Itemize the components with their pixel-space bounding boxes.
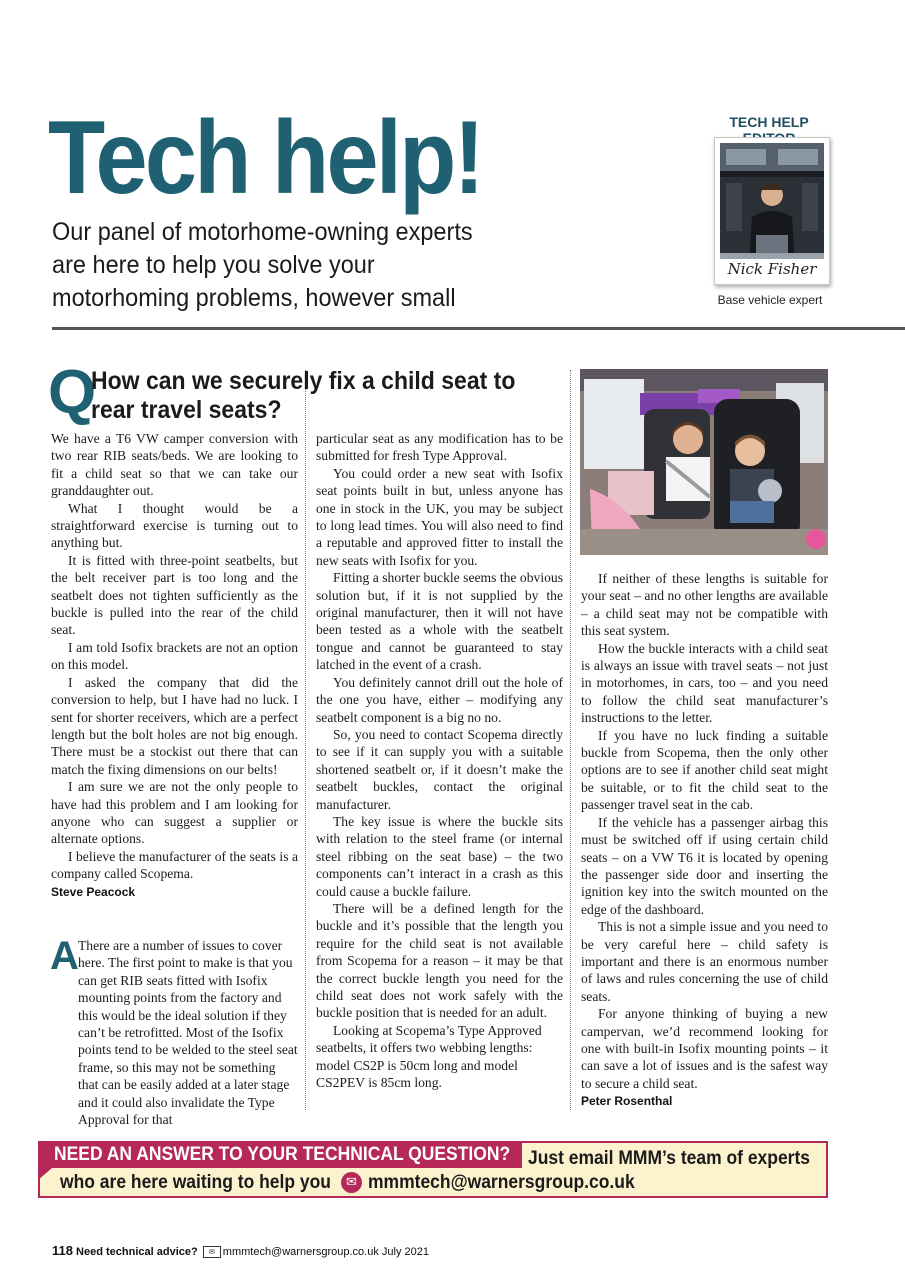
answer-paragraph: If you have no luck finding a suitable buckle from Scopema, then the only other options are to see if another child seat might be suitable, or to fit the child seat to the passenger travel seat in the cab. <box>581 727 828 813</box>
question-paragraph: What I thought would be a straightforward exercise is turning out to anything but. <box>51 500 298 551</box>
article-column-1 <box>51 430 298 901</box>
banner-line1-rest: Just email MMM’s team of experts <box>528 1148 811 1169</box>
question-drop-letter: Q <box>48 358 97 427</box>
answer-author: Peter Rosenthal <box>581 1094 673 1109</box>
question-paragraph: I am sure we are not the only people to have had this problem and I am looking for anyone who can suggest a supplier or alternate options. <box>51 779 298 847</box>
answer-paragraph: Fitting a shorter buckle seems the obvious solution but, if it is not supplied by the original manufacturer, then it will not have been tested as a whole with the seatbelt tongue and cannot be guaranteed to stay latched in the event of a crash. <box>316 570 563 673</box>
banner-line2: who are here waiting to help you <box>60 1172 331 1193</box>
question-paragraph: I am told Isofix brackets are not an option on this model. <box>51 639 298 673</box>
answer-column-1 <box>50 934 298 1128</box>
footer-date: July 2021 <box>381 1246 429 1258</box>
page-footer <box>52 1243 429 1260</box>
question-paragraph: I believe the manufacturer of the seats is a company called Scopema. <box>51 848 298 882</box>
question-paragraph: It is fitted with three-point seatbelts, but the belt receiver part is too long and the seatbelt does not tighten sufficiently as the buckle is pulled into the rear of the child seat. <box>51 552 298 638</box>
editor-portrait-image <box>720 143 824 259</box>
article-column-2 <box>316 430 563 1091</box>
editor-label: TECH HELP <box>729 114 809 130</box>
editor-role: Base vehicle expert <box>717 293 823 307</box>
footer-email-link[interactable]: mmmtech@warnersgroup.co.uk <box>222 1246 379 1258</box>
article-photo <box>580 369 828 555</box>
answer-paragraph: This is not a simple issue and you need to be very careful here – child safety is important and there is an enormous number of laws and rules concerning the use of child seats. <box>581 919 828 1004</box>
header-divider <box>52 327 905 330</box>
answer-paragraph: If neither of these lengths is suitable for your seat – and no other lengths are available – a child seat may not be compatible with this seat system. <box>581 571 828 639</box>
question-paragraph: We have a T6 VW camper conversion with two rear RIB seats/beds. We are looking to fit a child seat so that we can take our granddaughter out. <box>51 431 298 499</box>
page-subtitle: Our panel of motorhome-owning experts are here to help you solve your motorhoming problems, however small <box>52 218 473 312</box>
answer-paragraph: There will be a defined length for the buckle and it’s possible that the length you require for the child seat is not available from Scopema for a reason – it may be that the correct buckle length you need for the child seat does not work safely with the buckle position that is needed for an adult. <box>316 900 563 1021</box>
page-number: 118 <box>52 1243 73 1258</box>
footer-label: Need technical advice? <box>76 1246 198 1258</box>
page-title: Tech help! <box>48 100 483 216</box>
answer-paragraph: The key issue is where the buckle sits with relation to the steel frame (or internal steel ribbing on the seat base) – the two components can’t interact in a crash as this could cause a buckle failure. <box>316 813 563 899</box>
editor-photo <box>714 137 830 285</box>
editor-signature: Nick Fisher <box>727 260 817 278</box>
banner-highlight-text: NEED AN ANSWER TO YOUR TECHNICAL QUESTION? <box>54 1144 511 1165</box>
question-paragraph: I asked the company that did the conversion to help, but I have had no luck. I sent for shorter receivers, which are a perfect length but the bolt holes are not big enough. There must be a stockist out there that can match the fixing dimensions on our belts! <box>51 674 298 777</box>
answer-paragraph: You could order a new seat with Isofix seat points built in but, unless anyone has one in stock in the UK, you may be subject to long lead times. You will also need to find a reputable and approved fitter to install the new seats with Isofix for you. <box>316 465 563 568</box>
children-in-car-seat-image <box>580 369 828 555</box>
question-heading: How can we securely fix a child seat to rear travel seats? <box>91 367 516 424</box>
answer-paragraph: How the buckle interacts with a child seat is always an issue with travel seats – not just in motorhomes, in cars, too – and you need to follow the child seat manufacturer’s instructions to the letter. <box>581 640 828 726</box>
answer-paragraph: So, you need to contact Scopema directly to see if it can supply you with a suitable shortened seatbelt or, if it doesn’t make the seatbelt buckles, contact the original manufacturer. <box>316 726 563 812</box>
article-column-3 <box>581 570 828 1110</box>
email-icon: ✉ <box>341 1172 362 1193</box>
question-author: Steve Peacock <box>51 884 136 899</box>
banner-email-link[interactable]: mmmtech@warnersgroup.co.uk <box>368 1172 635 1193</box>
answer-paragraph: If the vehicle has a passenger airbag this must be switched off if using certain child seats – on a VW T6 it is located by opening the passenger side door and inserting the ignition key into the switch mounted on the edge of the dashboard. <box>581 814 828 917</box>
footer-email-icon: ✉ <box>203 1246 221 1258</box>
banner-corner <box>38 1168 52 1180</box>
answer-drop-letter: A <box>50 934 79 978</box>
answer-paragraph: You definitely cannot drill out the hole of the one you have, either – modifying any seatbelt component is a big no no. <box>316 674 563 725</box>
answer-paragraph: particular seat as any modification has to be submitted for fresh Type Approval. <box>316 431 563 464</box>
column-divider-2 <box>570 370 571 1110</box>
answer-paragraph: There are a number of issues to cover here. The first point to make is that you can get RIB seats fitted with Isofix mounting points from the factory and this would be the ideal solution if they can’t be retrofitted. Most of the Isofix points tend to be welded to the steel seat frame, so this may not be something that can be easily added at a later stage and it could also invalidate the Type Approval for that <box>78 938 298 1128</box>
column-divider-1 <box>305 370 306 1110</box>
answer-paragraph: For anyone thinking of buying a new campervan, we’d recommend looking for one with built-in Isofix mounting points – it can save a lot of issues and is the safest way to secure a child seat. <box>581 1006 828 1091</box>
answer-paragraph: Looking at Scopema’s Type Approved seatbelts, it offers two webbing lengths: model CS2P is 50cm long and model CS2PEV is 85cm long. <box>316 1022 542 1091</box>
